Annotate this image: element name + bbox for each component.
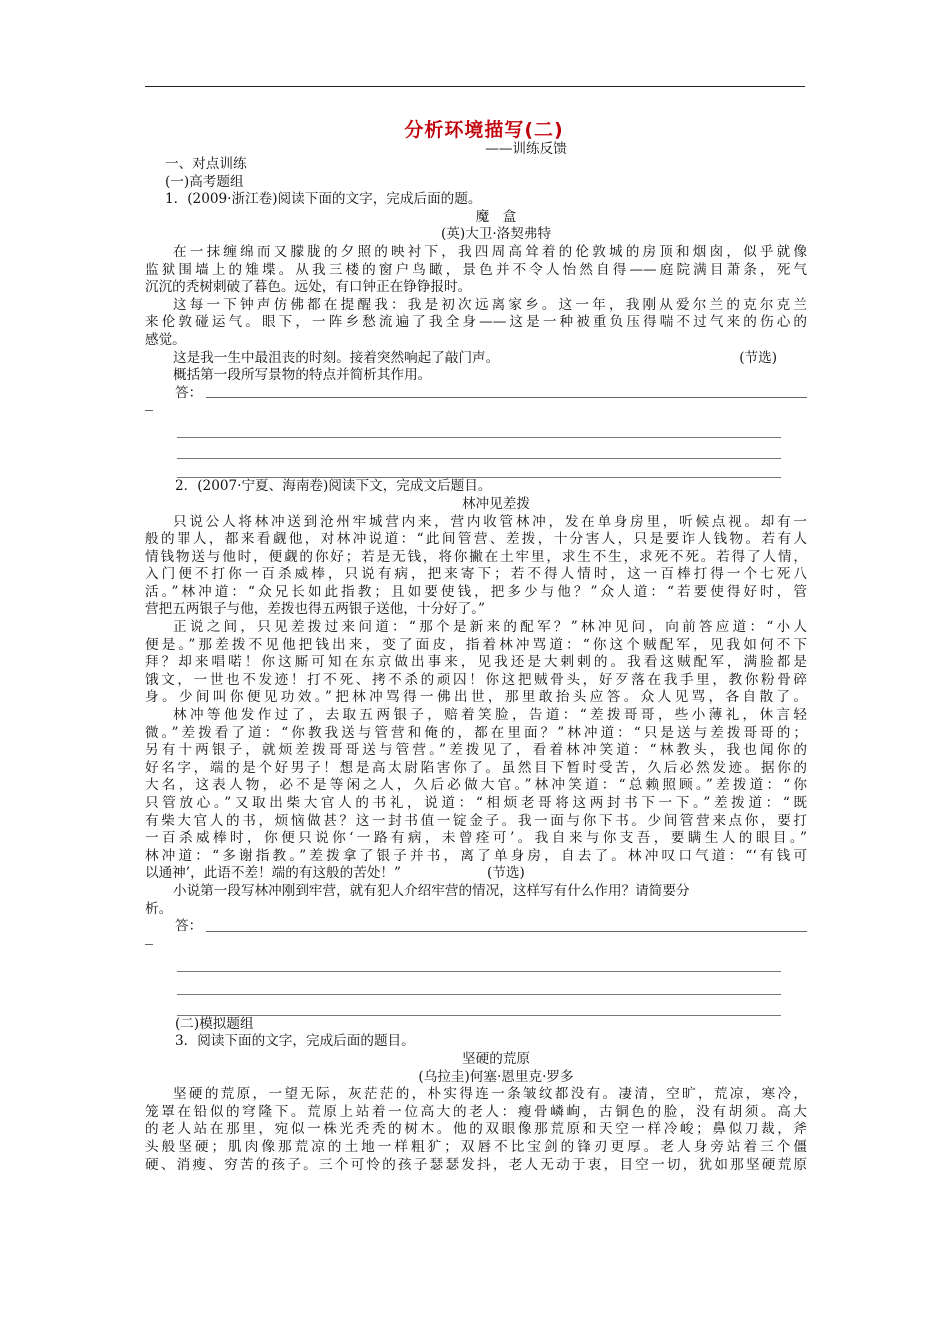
passage-line: 笼罩在铅似的穹隆下。荒原上站着一位高大的老人：瘦骨嶙峋，古铜色的脸，没有胡须。高大: [145, 1103, 807, 1120]
passage-line: 头般坚硬；肌肉像那荒凉的土地一样粗犷；双唇不比宝剑的锋刃更厚。老人身旁站着三个僵: [145, 1138, 807, 1155]
passage-3-author: (乌拉圭)何塞·恩里克·罗多: [418, 1068, 574, 1085]
document-page: [145, 118, 807, 1174]
passage-text: 以通神’，此语不差！端的有这般的苦处！”: [145, 865, 401, 882]
answer-line[interactable]: [206, 931, 807, 932]
passage-line: 饿文，一世也不发迹！打不死、拷不杀的顽囚！你这把贼骨头，好歹落在我手里，教你粉骨碎: [145, 671, 807, 688]
passage-line: 另有十两银子，就烦差拨哥哥送与管营。”差拨见了，看着林冲笑道：“林教头，我也闻你的: [145, 742, 807, 759]
passage-line: 身。少间叫你便见功效。”把林冲骂得一佛出世，那里敢抬头应答。众人见骂，各自散了。: [145, 689, 807, 706]
passage-line: 在一抹缠绵而又朦胧的夕照的映衬下，我四周高耸着的伦敦城的房顶和烟囱，似乎就像: [173, 243, 807, 260]
excerpt-note: (节选): [739, 349, 777, 366]
question-3-head: 3．阅读下面的文字，完成后面的题目。: [175, 1033, 415, 1050]
passage-1-author: (英)大卫·洛契弗特: [440, 226, 552, 243]
passage-line: 感觉。: [145, 331, 186, 348]
passage-3-title: 坚硬的荒原: [462, 1050, 530, 1067]
group-heading: (一)高考题组: [165, 173, 244, 190]
section-heading: 一、对点训练: [165, 156, 247, 172]
answer-field-2[interactable]: [145, 918, 807, 936]
passage-line: 的老人站在那里，宛似一株光秃秃的树木。他的双眼像那荒原和天空一样冷峻；鼻似刀裁，斧: [145, 1121, 807, 1138]
passage-line: 微。”差拨看了道：“你教我送与管营和俺的，都在里面？”林冲道：“只是送与差拨哥哥的；: [145, 724, 807, 741]
question-2-head: 2．(2007·宁夏、海南卷)阅读下文，完成文后题目。: [175, 478, 492, 495]
group-heading: (二)模拟题组: [175, 1015, 254, 1032]
answer-line-stub: [145, 402, 153, 411]
passage-1-title: 魔 盒: [475, 208, 517, 225]
passage-line: 只说公人将林冲送到沧州牢城营内来，营内收管林冲，发在单身房里，听候点视。却有一: [173, 513, 807, 530]
passage-line: 拜？却来唱喏！你这厮可知在东京做出事来，见我还是大剌剌的。我看这贼配军，满脸都是: [145, 654, 807, 671]
page-title: 分析环境描写(二): [404, 119, 564, 141]
passage-line: 正说之间，只见差拨过来问道：“那个是新来的配军？”林冲见问，向前答应道：“小人: [173, 619, 807, 636]
excerpt-note: (节选): [486, 865, 525, 882]
passage-line: 坚硬的荒原，一望无际，灰茫茫的，朴实得连一条皱纹都没有。凄清，空旷，荒凉，寒冷，: [173, 1086, 807, 1103]
header-rule: [145, 86, 805, 87]
passage-line: 一百杀威棒时，你便只说你‘一路有病，未曾痊可’。我自来与你支吾，要瞒生人的眼目。”: [145, 830, 807, 847]
passage-line: 沉沉的秃树刺破了暮色。远处，有口钟正在铮铮报时。: [145, 279, 472, 296]
passage-line: 只管放心。”又取出柴大官人的书礼，说道：“相烦老哥将这两封书下一下。”差拨道：“既: [145, 795, 807, 811]
question-1-head: 1．(2009·浙江卷)阅读下面的文字，完成后面的题。: [165, 191, 482, 208]
answer-line-stub: [145, 936, 153, 945]
passage-line: 入门便不打你一百杀威棒，只说有病，把来寄下；若不得人情时，这一百棒打得一个七死八: [145, 566, 807, 583]
passage-line: [145, 865, 807, 883]
passage-line: 情钱物送与他时，便觑的你好；若是无钱，将你撇在土牢里，求生不生，求死不死。若得了人情，: [145, 548, 807, 565]
answer-field-1[interactable]: [145, 385, 807, 403]
passage-2-title: 林冲见差拨: [462, 495, 530, 512]
passage-line: 营把五两银子与他，差拨也得五两银子送他，十分好了。”: [145, 601, 485, 618]
answer-label: 答：: [175, 918, 203, 935]
passage-line: 来伦敦碰运气。眼下，一阵乡愁流遍了我全身——这是一种被重负压得喘不过气来的伤心的: [145, 314, 807, 331]
passage-line: 硬、消瘦、穷苦的孩子。三个可怜的孩子瑟瑟发抖，老人无动于衷，目空一切，犹如那坚硬荒原: [145, 1156, 807, 1173]
passage-line: 林冲等他发作过了，去取五两银子，赔着笑脸，告道：“差拨哥哥，些小薄礼，休言轻: [173, 707, 807, 724]
page-subtitle: ——训练反馈: [485, 141, 567, 157]
passage-line: 般的罪人，都来看觑他，对林冲说道：“此间管营、差拨，十分害人，只是要诈人钱物。若有人: [145, 531, 807, 548]
passage-line: 林冲道：“多谢指教。”差拨拿了银子并书，离了单身房，自去了。林冲叹口气道：“‘有钱可: [145, 847, 807, 864]
answer-line[interactable]: [206, 397, 807, 398]
passage-line: 活。”林冲道：“众兄长如此指教；且如要使钱，把多少与他？”众人道：“若要使得好时，管: [145, 583, 807, 600]
answer-label: 答：: [175, 384, 203, 401]
question-2-prompt-cont: 析。: [145, 900, 173, 917]
passage-line: 大名，这表人物，必不是等闲之人，久后必做大官。”林冲笑道：“总赖照顾。”差拨道：“你: [145, 777, 807, 794]
passage-line: 监狱围墙上的雉堞。从我三楼的窗户鸟瞰，景色并不令人怡然自得——庭院满目萧条，死气: [145, 261, 807, 278]
question-1-prompt: 概括第一段所写景物的特点并简析其作用。: [173, 367, 432, 384]
question-2-prompt: 小说第一段写林冲刚到牢营，就有犯人介绍牢营的情况，这样写有什么作用？请简要分: [173, 882, 690, 899]
passage-line: 便是。”那差拨不见他把钱出来，变了面皮，指着林冲骂道：“你这个贼配军，见我如何不下: [145, 636, 807, 653]
passage-line: [145, 350, 807, 368]
passage-text: 这是我一生中最沮丧的时刻。接着突然响起了敲门声。: [173, 349, 500, 366]
passage-line: 有柴大官人的书，烦恼做甚？这一封书值一锭金子。我一面与你下书。少间管营来点你，要打: [145, 812, 807, 829]
passage-line: 这每一下钟声仿佛都在提醒我：我是初次远离家乡。这一年，我刚从爱尔兰的克尔克兰: [173, 296, 807, 313]
passage-line: 好名字，端的是个好男子！想是高太尉陷害你了。虽然目下暂时受苦，久后必然发迹。据你的: [145, 759, 807, 776]
